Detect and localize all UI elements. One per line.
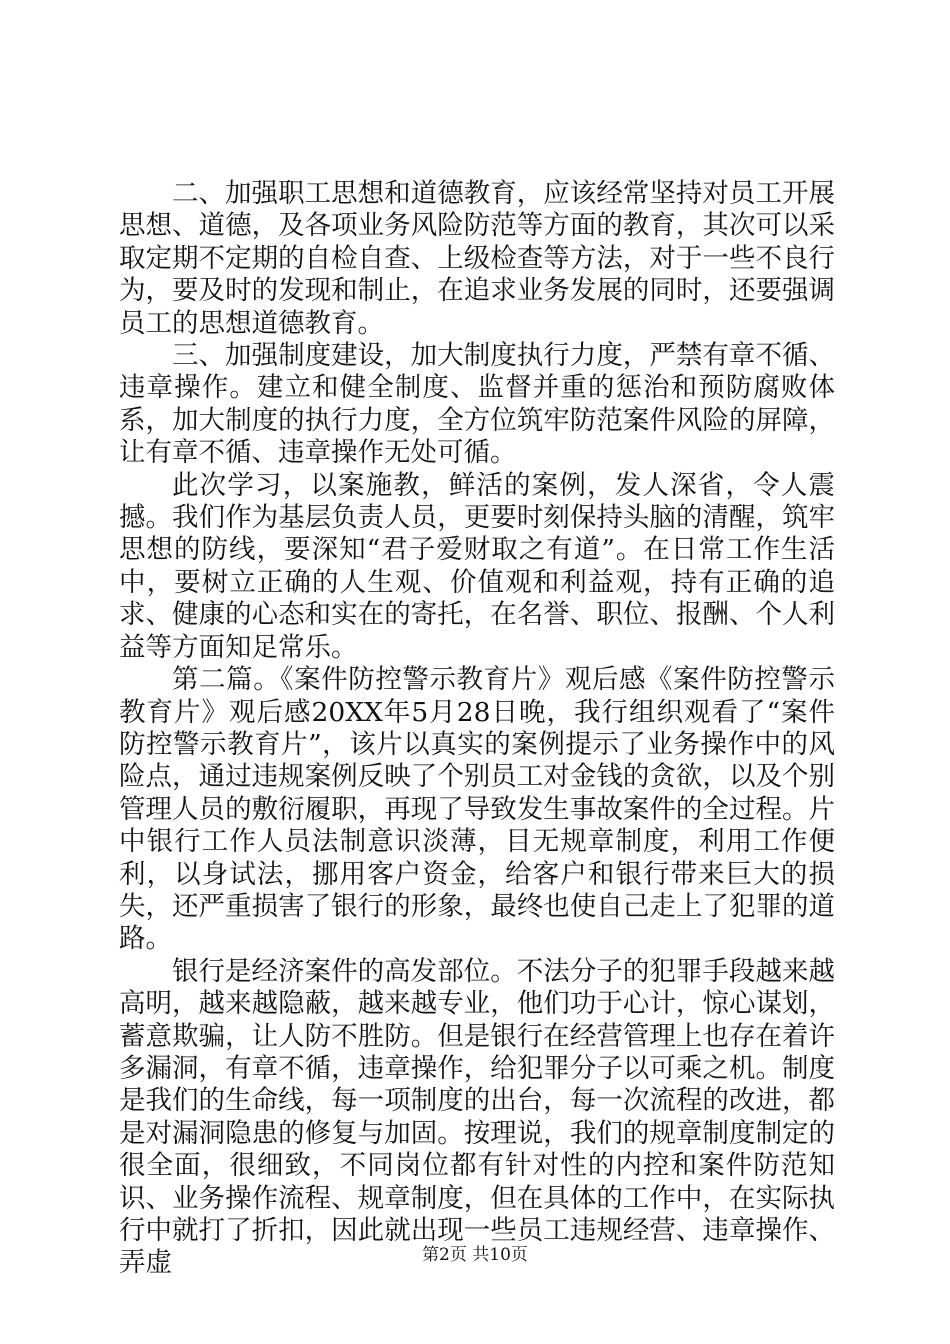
paragraph-4: 第二篇。《案件防控警示教育片》观后感《案件防控警示教育片》观后感20XX年5月28日晚，我行组织观看了“案件防控警示教育片”，该片以真实的案例提示了业务操作中的风险点，通过违规案例反映了个别员工对金钱的贪欲，以及个别管理人员的敷衍履职，再现了导致发生事故案件的全过程。片中银行工作人员法制意识淡薄，目无规章制度，利用工作便利，以身试法，挪用客户资金，给客户和银行带来巨大的损失，还严重损害了银行的形象，最终也使自己走上了犯罪的道路。 [119,664,835,955]
document-body [119,178,835,1280]
paragraph-3: 此次学习，以案施教，鲜活的案例，发人深省，令人震撼。我们作为基层负责人员，更要时刻保持头脑的清醒，筑牢思想的防线，要深知“君子爱财取之有道”。在日常工作生活中，要树立正确的人生观、价值观和利益观，持有正确的追求、健康的心态和实在的寄托，在名誉、职位、报酬、个人利益等方面知足常乐。 [119,469,835,663]
paragraph-5: 银行是经济案件的高发部位。不法分子的犯罪手段越来越高明，越来越隐蔽，越来越专业，他们功于心计，惊心谋划，蓄意欺骗，让人防不胜防。但是银行在经营管理上也存在着许多漏洞，有章不循，违章操作，给犯罪分子以可乘之机。制度是我们的生命线，每一项制度的出台，每一次流程的改进，都是对漏洞隐患的修复与加固。按理说，我们的规章制度制定的很全面，很细致，不同岗位都有针对性的内控和案件防范知识、业务操作流程、规章制度，但在具体的工作中，在实际执行中就打了折扣，因此就出现一些员工违规经营、违章操作、弄虚 [119,955,835,1279]
page-number: 第2页 共10页 [422,1245,528,1265]
paragraph-1: 二、加强职工思想和道德教育，应该经常坚持对员工开展思想、道德，及各项业务风险防范等方面的教育，其次可以采取定期不定期的自检自查、上级检查等方法，对于一些不良行为，要及时的发现和制止，在追求业务发展的同时，还要强调员工的思想道德教育。 [119,178,835,339]
paragraph-2: 三、加强制度建设，加大制度执行力度，严禁有章不循、违章操作。建立和健全制度、监督并重的惩治和预防腐败体系，加大制度的执行力度，全方位筑牢防范案件风险的屏障，让有章不循、违章操作无处可循。 [119,340,835,469]
